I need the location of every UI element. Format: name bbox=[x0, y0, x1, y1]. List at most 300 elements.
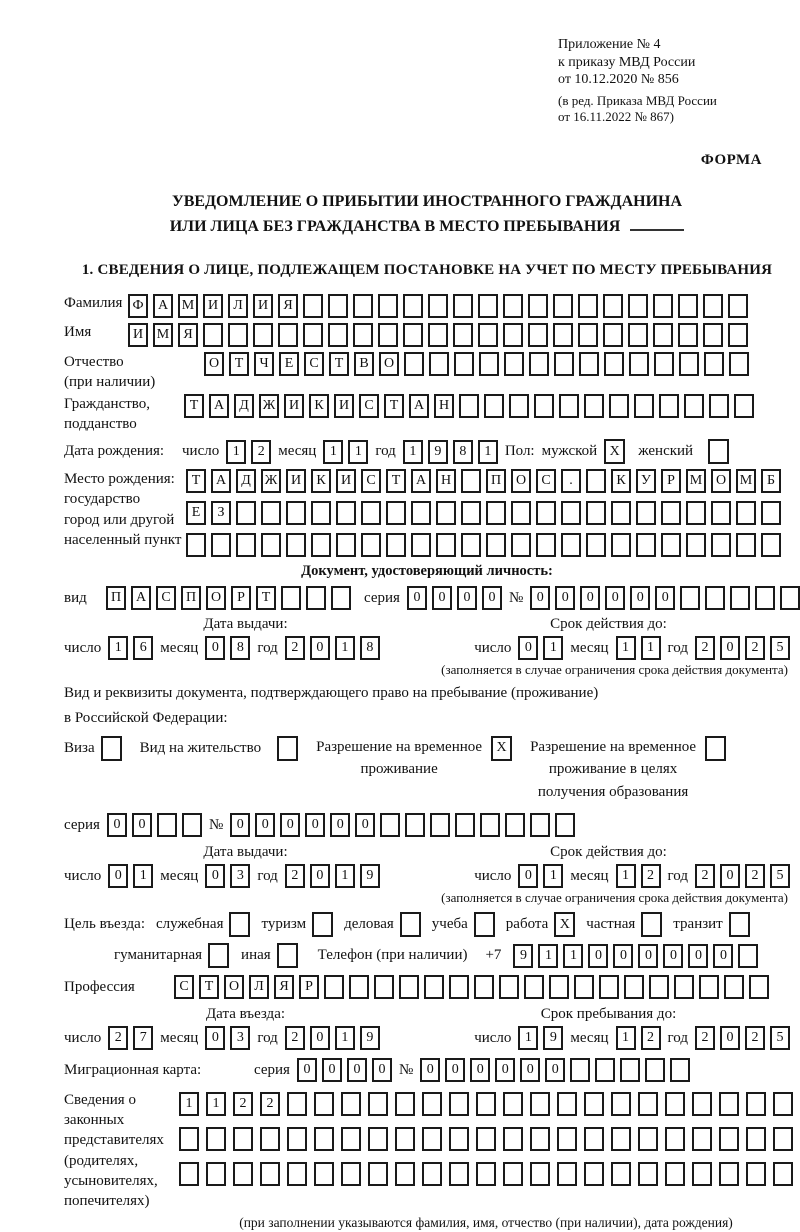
char-cell[interactable] bbox=[228, 323, 248, 347]
char-cell[interactable] bbox=[399, 975, 419, 999]
char-cell[interactable]: 1 bbox=[206, 1092, 226, 1116]
char-cell[interactable] bbox=[703, 294, 723, 318]
char-cell[interactable] bbox=[665, 1127, 685, 1151]
char-cell[interactable]: М bbox=[178, 294, 198, 318]
char-cell[interactable]: А bbox=[209, 394, 229, 418]
char-cell[interactable] bbox=[692, 1092, 712, 1116]
char-cell[interactable]: С bbox=[359, 394, 379, 418]
char-cell[interactable] bbox=[773, 1092, 793, 1116]
char-cell[interactable] bbox=[734, 394, 754, 418]
char-cell[interactable] bbox=[203, 323, 223, 347]
visa-checkbox[interactable] bbox=[101, 736, 122, 761]
char-cell[interactable] bbox=[736, 501, 756, 525]
char-cell[interactable]: 0 bbox=[305, 813, 325, 837]
purpose-business-checkbox[interactable] bbox=[400, 912, 421, 937]
char-cell[interactable]: 7 bbox=[133, 1026, 153, 1050]
char-cell[interactable] bbox=[653, 294, 673, 318]
char-cell[interactable] bbox=[679, 352, 699, 376]
char-cell[interactable]: О bbox=[711, 469, 731, 493]
char-cell[interactable] bbox=[281, 586, 301, 610]
char-cell[interactable] bbox=[311, 501, 331, 525]
char-cell[interactable] bbox=[559, 394, 579, 418]
char-cell[interactable] bbox=[595, 1058, 615, 1082]
char-cell[interactable] bbox=[499, 975, 519, 999]
char-cell[interactable] bbox=[260, 1127, 280, 1151]
char-cell[interactable] bbox=[336, 533, 356, 557]
char-cell[interactable] bbox=[455, 813, 475, 837]
char-cell[interactable] bbox=[503, 1127, 523, 1151]
char-cell[interactable]: 1 bbox=[403, 440, 423, 464]
char-cell[interactable] bbox=[368, 1162, 388, 1186]
char-cell[interactable]: 1 bbox=[335, 864, 355, 888]
char-cell[interactable] bbox=[674, 975, 694, 999]
char-cell[interactable] bbox=[386, 533, 406, 557]
char-cell[interactable]: 0 bbox=[720, 864, 740, 888]
char-cell[interactable]: 1 bbox=[543, 864, 563, 888]
char-cell[interactable] bbox=[719, 1127, 739, 1151]
char-cell[interactable] bbox=[331, 586, 351, 610]
char-cell[interactable] bbox=[422, 1127, 442, 1151]
char-cell[interactable]: 2 bbox=[285, 636, 305, 660]
char-cell[interactable]: О bbox=[379, 352, 399, 376]
char-cell[interactable]: 2 bbox=[745, 636, 765, 660]
char-cell[interactable]: Д bbox=[234, 394, 254, 418]
char-cell[interactable] bbox=[411, 533, 431, 557]
char-cell[interactable]: 0 bbox=[432, 586, 452, 610]
char-cell[interactable] bbox=[511, 501, 531, 525]
char-cell[interactable]: 0 bbox=[310, 636, 330, 660]
char-cell[interactable] bbox=[659, 394, 679, 418]
char-cell[interactable] bbox=[303, 294, 323, 318]
char-cell[interactable] bbox=[260, 1162, 280, 1186]
char-cell[interactable] bbox=[653, 323, 673, 347]
char-cell[interactable] bbox=[586, 501, 606, 525]
char-cell[interactable]: М bbox=[686, 469, 706, 493]
char-cell[interactable] bbox=[314, 1092, 334, 1116]
char-cell[interactable] bbox=[773, 1162, 793, 1186]
char-cell[interactable]: Т bbox=[384, 394, 404, 418]
char-cell[interactable] bbox=[557, 1162, 577, 1186]
char-cell[interactable] bbox=[286, 501, 306, 525]
char-cell[interactable] bbox=[461, 501, 481, 525]
char-cell[interactable]: 1 bbox=[478, 440, 498, 464]
char-cell[interactable]: 1 bbox=[335, 1026, 355, 1050]
char-cell[interactable] bbox=[324, 975, 344, 999]
char-cell[interactable]: 2 bbox=[745, 864, 765, 888]
char-cell[interactable] bbox=[478, 294, 498, 318]
char-cell[interactable] bbox=[509, 394, 529, 418]
char-cell[interactable] bbox=[453, 294, 473, 318]
char-cell[interactable] bbox=[724, 975, 744, 999]
char-cell[interactable]: 1 bbox=[518, 1026, 538, 1050]
char-cell[interactable] bbox=[584, 1092, 604, 1116]
char-cell[interactable]: 0 bbox=[445, 1058, 465, 1082]
char-cell[interactable]: Я bbox=[274, 975, 294, 999]
char-cell[interactable]: Ж bbox=[261, 469, 281, 493]
char-cell[interactable]: 0 bbox=[518, 864, 538, 888]
char-cell[interactable] bbox=[611, 533, 631, 557]
char-cell[interactable] bbox=[534, 394, 554, 418]
char-cell[interactable]: З bbox=[211, 501, 231, 525]
char-cell[interactable]: К bbox=[311, 469, 331, 493]
char-cell[interactable] bbox=[368, 1092, 388, 1116]
char-cell[interactable] bbox=[353, 323, 373, 347]
char-cell[interactable]: И bbox=[286, 469, 306, 493]
char-cell[interactable]: М bbox=[153, 323, 173, 347]
char-cell[interactable]: С bbox=[361, 469, 381, 493]
char-cell[interactable]: 0 bbox=[520, 1058, 540, 1082]
char-cell[interactable] bbox=[719, 1162, 739, 1186]
char-cell[interactable] bbox=[287, 1162, 307, 1186]
char-cell[interactable] bbox=[649, 975, 669, 999]
purpose-study-checkbox[interactable] bbox=[474, 912, 495, 937]
char-cell[interactable] bbox=[728, 323, 748, 347]
char-cell[interactable] bbox=[341, 1162, 361, 1186]
char-cell[interactable] bbox=[746, 1092, 766, 1116]
char-cell[interactable]: 8 bbox=[360, 636, 380, 660]
char-cell[interactable] bbox=[236, 533, 256, 557]
char-cell[interactable] bbox=[476, 1092, 496, 1116]
char-cell[interactable]: 0 bbox=[588, 944, 608, 968]
char-cell[interactable] bbox=[422, 1162, 442, 1186]
char-cell[interactable]: 2 bbox=[695, 864, 715, 888]
char-cell[interactable] bbox=[428, 294, 448, 318]
char-cell[interactable]: 0 bbox=[655, 586, 675, 610]
char-cell[interactable]: М bbox=[736, 469, 756, 493]
char-cell[interactable]: А bbox=[211, 469, 231, 493]
char-cell[interactable]: 1 bbox=[179, 1092, 199, 1116]
char-cell[interactable] bbox=[611, 1127, 631, 1151]
char-cell[interactable] bbox=[628, 323, 648, 347]
char-cell[interactable] bbox=[287, 1127, 307, 1151]
char-cell[interactable]: 2 bbox=[260, 1092, 280, 1116]
char-cell[interactable] bbox=[636, 501, 656, 525]
char-cell[interactable]: И bbox=[284, 394, 304, 418]
char-cell[interactable] bbox=[505, 813, 525, 837]
char-cell[interactable] bbox=[430, 813, 450, 837]
char-cell[interactable]: Ж bbox=[259, 394, 279, 418]
temp-residence-checkbox[interactable]: X bbox=[491, 736, 512, 761]
char-cell[interactable]: 2 bbox=[641, 864, 661, 888]
char-cell[interactable] bbox=[361, 501, 381, 525]
char-cell[interactable]: К bbox=[309, 394, 329, 418]
char-cell[interactable]: С bbox=[156, 586, 176, 610]
char-cell[interactable] bbox=[680, 586, 700, 610]
char-cell[interactable] bbox=[306, 586, 326, 610]
char-cell[interactable] bbox=[665, 1162, 685, 1186]
char-cell[interactable]: 1 bbox=[616, 1026, 636, 1050]
char-cell[interactable] bbox=[380, 813, 400, 837]
char-cell[interactable] bbox=[361, 533, 381, 557]
char-cell[interactable] bbox=[611, 1092, 631, 1116]
char-cell[interactable] bbox=[736, 533, 756, 557]
char-cell[interactable]: 3 bbox=[230, 1026, 250, 1050]
char-cell[interactable]: А bbox=[409, 394, 429, 418]
char-cell[interactable]: 5 bbox=[770, 864, 790, 888]
char-cell[interactable] bbox=[555, 813, 575, 837]
char-cell[interactable]: У bbox=[636, 469, 656, 493]
char-cell[interactable] bbox=[686, 533, 706, 557]
char-cell[interactable] bbox=[678, 323, 698, 347]
char-cell[interactable] bbox=[536, 533, 556, 557]
char-cell[interactable] bbox=[554, 352, 574, 376]
char-cell[interactable]: 2 bbox=[695, 636, 715, 660]
char-cell[interactable] bbox=[261, 501, 281, 525]
char-cell[interactable] bbox=[449, 1127, 469, 1151]
char-cell[interactable] bbox=[233, 1127, 253, 1151]
purpose-official-checkbox[interactable] bbox=[229, 912, 250, 937]
char-cell[interactable] bbox=[528, 323, 548, 347]
purpose-work-checkbox[interactable]: X bbox=[554, 912, 575, 937]
char-cell[interactable] bbox=[561, 533, 581, 557]
purpose-tourism-checkbox[interactable] bbox=[312, 912, 333, 937]
char-cell[interactable] bbox=[186, 533, 206, 557]
char-cell[interactable] bbox=[378, 294, 398, 318]
char-cell[interactable] bbox=[341, 1092, 361, 1116]
char-cell[interactable] bbox=[670, 1058, 690, 1082]
purpose-other-checkbox[interactable] bbox=[277, 943, 298, 968]
char-cell[interactable]: 0 bbox=[720, 636, 740, 660]
char-cell[interactable]: 1 bbox=[641, 636, 661, 660]
char-cell[interactable]: С bbox=[304, 352, 324, 376]
char-cell[interactable] bbox=[486, 533, 506, 557]
char-cell[interactable]: Я bbox=[278, 294, 298, 318]
char-cell[interactable] bbox=[755, 586, 775, 610]
char-cell[interactable] bbox=[486, 501, 506, 525]
male-checkbox[interactable]: X bbox=[604, 439, 625, 464]
temp-residence-edu-checkbox[interactable] bbox=[705, 736, 726, 761]
char-cell[interactable] bbox=[634, 394, 654, 418]
char-cell[interactable] bbox=[236, 501, 256, 525]
char-cell[interactable]: Т bbox=[386, 469, 406, 493]
char-cell[interactable] bbox=[476, 1162, 496, 1186]
char-cell[interactable]: 0 bbox=[495, 1058, 515, 1082]
char-cell[interactable] bbox=[761, 501, 781, 525]
char-cell[interactable]: Р bbox=[299, 975, 319, 999]
char-cell[interactable]: 5 bbox=[770, 1026, 790, 1050]
char-cell[interactable]: Я bbox=[178, 323, 198, 347]
char-cell[interactable] bbox=[287, 1092, 307, 1116]
char-cell[interactable] bbox=[504, 352, 524, 376]
char-cell[interactable] bbox=[704, 352, 724, 376]
char-cell[interactable] bbox=[692, 1162, 712, 1186]
char-cell[interactable]: 0 bbox=[613, 944, 633, 968]
char-cell[interactable]: 0 bbox=[555, 586, 575, 610]
char-cell[interactable] bbox=[628, 294, 648, 318]
char-cell[interactable]: 0 bbox=[347, 1058, 367, 1082]
char-cell[interactable]: 0 bbox=[630, 586, 650, 610]
char-cell[interactable] bbox=[403, 323, 423, 347]
char-cell[interactable]: 9 bbox=[543, 1026, 563, 1050]
char-cell[interactable] bbox=[604, 352, 624, 376]
char-cell[interactable]: 5 bbox=[770, 636, 790, 660]
char-cell[interactable] bbox=[530, 1127, 550, 1151]
char-cell[interactable]: 0 bbox=[108, 864, 128, 888]
char-cell[interactable] bbox=[536, 501, 556, 525]
char-cell[interactable]: Е bbox=[186, 501, 206, 525]
purpose-transit-checkbox[interactable] bbox=[729, 912, 750, 937]
char-cell[interactable]: И bbox=[128, 323, 148, 347]
char-cell[interactable] bbox=[586, 533, 606, 557]
char-cell[interactable]: 1 bbox=[538, 944, 558, 968]
char-cell[interactable] bbox=[253, 323, 273, 347]
char-cell[interactable] bbox=[403, 294, 423, 318]
char-cell[interactable] bbox=[530, 1092, 550, 1116]
char-cell[interactable] bbox=[586, 469, 606, 493]
char-cell[interactable] bbox=[480, 813, 500, 837]
char-cell[interactable] bbox=[503, 294, 523, 318]
char-cell[interactable] bbox=[620, 1058, 640, 1082]
char-cell[interactable] bbox=[761, 533, 781, 557]
char-cell[interactable] bbox=[692, 1127, 712, 1151]
char-cell[interactable] bbox=[278, 323, 298, 347]
char-cell[interactable] bbox=[314, 1127, 334, 1151]
char-cell[interactable] bbox=[703, 323, 723, 347]
char-cell[interactable]: 3 bbox=[230, 864, 250, 888]
char-cell[interactable] bbox=[579, 352, 599, 376]
char-cell[interactable]: В bbox=[354, 352, 374, 376]
char-cell[interactable]: 2 bbox=[641, 1026, 661, 1050]
char-cell[interactable]: 0 bbox=[407, 586, 427, 610]
char-cell[interactable]: 0 bbox=[205, 864, 225, 888]
char-cell[interactable] bbox=[711, 533, 731, 557]
char-cell[interactable] bbox=[711, 501, 731, 525]
char-cell[interactable]: О bbox=[206, 586, 226, 610]
char-cell[interactable]: 8 bbox=[230, 636, 250, 660]
char-cell[interactable] bbox=[603, 323, 623, 347]
char-cell[interactable] bbox=[528, 294, 548, 318]
char-cell[interactable] bbox=[395, 1127, 415, 1151]
char-cell[interactable] bbox=[638, 1162, 658, 1186]
char-cell[interactable]: 0 bbox=[663, 944, 683, 968]
char-cell[interactable] bbox=[719, 1092, 739, 1116]
char-cell[interactable]: 0 bbox=[420, 1058, 440, 1082]
char-cell[interactable]: П bbox=[181, 586, 201, 610]
char-cell[interactable]: 0 bbox=[205, 636, 225, 660]
char-cell[interactable]: 0 bbox=[530, 586, 550, 610]
char-cell[interactable] bbox=[780, 586, 800, 610]
char-cell[interactable] bbox=[729, 352, 749, 376]
char-cell[interactable] bbox=[422, 1092, 442, 1116]
char-cell[interactable]: 1 bbox=[323, 440, 343, 464]
char-cell[interactable]: Б bbox=[761, 469, 781, 493]
char-cell[interactable] bbox=[182, 813, 202, 837]
char-cell[interactable]: П bbox=[486, 469, 506, 493]
char-cell[interactable]: 2 bbox=[285, 864, 305, 888]
char-cell[interactable] bbox=[461, 533, 481, 557]
char-cell[interactable] bbox=[436, 501, 456, 525]
char-cell[interactable] bbox=[530, 813, 550, 837]
char-cell[interactable] bbox=[730, 586, 750, 610]
char-cell[interactable] bbox=[206, 1162, 226, 1186]
char-cell[interactable]: 0 bbox=[355, 813, 375, 837]
char-cell[interactable] bbox=[449, 1162, 469, 1186]
char-cell[interactable] bbox=[341, 1127, 361, 1151]
char-cell[interactable]: И bbox=[334, 394, 354, 418]
char-cell[interactable] bbox=[503, 323, 523, 347]
char-cell[interactable] bbox=[454, 352, 474, 376]
char-cell[interactable]: Т bbox=[199, 975, 219, 999]
char-cell[interactable] bbox=[404, 352, 424, 376]
char-cell[interactable] bbox=[157, 813, 177, 837]
char-cell[interactable]: Р bbox=[661, 469, 681, 493]
char-cell[interactable] bbox=[661, 501, 681, 525]
char-cell[interactable]: О bbox=[224, 975, 244, 999]
char-cell[interactable] bbox=[449, 1092, 469, 1116]
char-cell[interactable] bbox=[428, 323, 448, 347]
char-cell[interactable]: 9 bbox=[360, 864, 380, 888]
char-cell[interactable]: 9 bbox=[428, 440, 448, 464]
char-cell[interactable]: 1 bbox=[616, 636, 636, 660]
char-cell[interactable] bbox=[553, 323, 573, 347]
char-cell[interactable] bbox=[503, 1162, 523, 1186]
char-cell[interactable] bbox=[474, 975, 494, 999]
char-cell[interactable]: 0 bbox=[230, 813, 250, 837]
char-cell[interactable]: 0 bbox=[720, 1026, 740, 1050]
char-cell[interactable]: 1 bbox=[563, 944, 583, 968]
char-cell[interactable] bbox=[478, 323, 498, 347]
char-cell[interactable]: 1 bbox=[133, 864, 153, 888]
char-cell[interactable] bbox=[599, 975, 619, 999]
char-cell[interactable]: 2 bbox=[251, 440, 271, 464]
char-cell[interactable] bbox=[524, 975, 544, 999]
residence-permit-checkbox[interactable] bbox=[277, 736, 298, 761]
char-cell[interactable] bbox=[557, 1127, 577, 1151]
char-cell[interactable] bbox=[211, 533, 231, 557]
char-cell[interactable] bbox=[530, 1162, 550, 1186]
char-cell[interactable]: Е bbox=[279, 352, 299, 376]
char-cell[interactable]: 0 bbox=[107, 813, 127, 837]
char-cell[interactable] bbox=[314, 1162, 334, 1186]
char-cell[interactable]: 9 bbox=[513, 944, 533, 968]
char-cell[interactable] bbox=[429, 352, 449, 376]
char-cell[interactable] bbox=[609, 394, 629, 418]
char-cell[interactable] bbox=[746, 1127, 766, 1151]
char-cell[interactable]: И bbox=[203, 294, 223, 318]
char-cell[interactable]: 2 bbox=[745, 1026, 765, 1050]
char-cell[interactable]: Т bbox=[256, 586, 276, 610]
female-checkbox[interactable] bbox=[708, 439, 729, 464]
purpose-humanitarian-checkbox[interactable] bbox=[208, 943, 229, 968]
char-cell[interactable]: И bbox=[253, 294, 273, 318]
char-cell[interactable] bbox=[705, 586, 725, 610]
char-cell[interactable]: 2 bbox=[233, 1092, 253, 1116]
char-cell[interactable] bbox=[749, 975, 769, 999]
char-cell[interactable]: 0 bbox=[297, 1058, 317, 1082]
char-cell[interactable]: А bbox=[131, 586, 151, 610]
char-cell[interactable] bbox=[584, 1127, 604, 1151]
char-cell[interactable] bbox=[574, 975, 594, 999]
char-cell[interactable]: 1 bbox=[226, 440, 246, 464]
char-cell[interactable]: Р bbox=[231, 586, 251, 610]
char-cell[interactable]: 0 bbox=[545, 1058, 565, 1082]
char-cell[interactable]: О bbox=[511, 469, 531, 493]
char-cell[interactable]: Т bbox=[186, 469, 206, 493]
char-cell[interactable]: 0 bbox=[518, 636, 538, 660]
char-cell[interactable]: 0 bbox=[470, 1058, 490, 1082]
char-cell[interactable]: 2 bbox=[285, 1026, 305, 1050]
char-cell[interactable]: 0 bbox=[638, 944, 658, 968]
char-cell[interactable] bbox=[584, 1162, 604, 1186]
char-cell[interactable]: 1 bbox=[348, 440, 368, 464]
char-cell[interactable] bbox=[378, 323, 398, 347]
char-cell[interactable] bbox=[654, 352, 674, 376]
char-cell[interactable] bbox=[549, 975, 569, 999]
char-cell[interactable] bbox=[584, 394, 604, 418]
char-cell[interactable] bbox=[746, 1162, 766, 1186]
char-cell[interactable]: Л bbox=[249, 975, 269, 999]
char-cell[interactable]: 0 bbox=[713, 944, 733, 968]
